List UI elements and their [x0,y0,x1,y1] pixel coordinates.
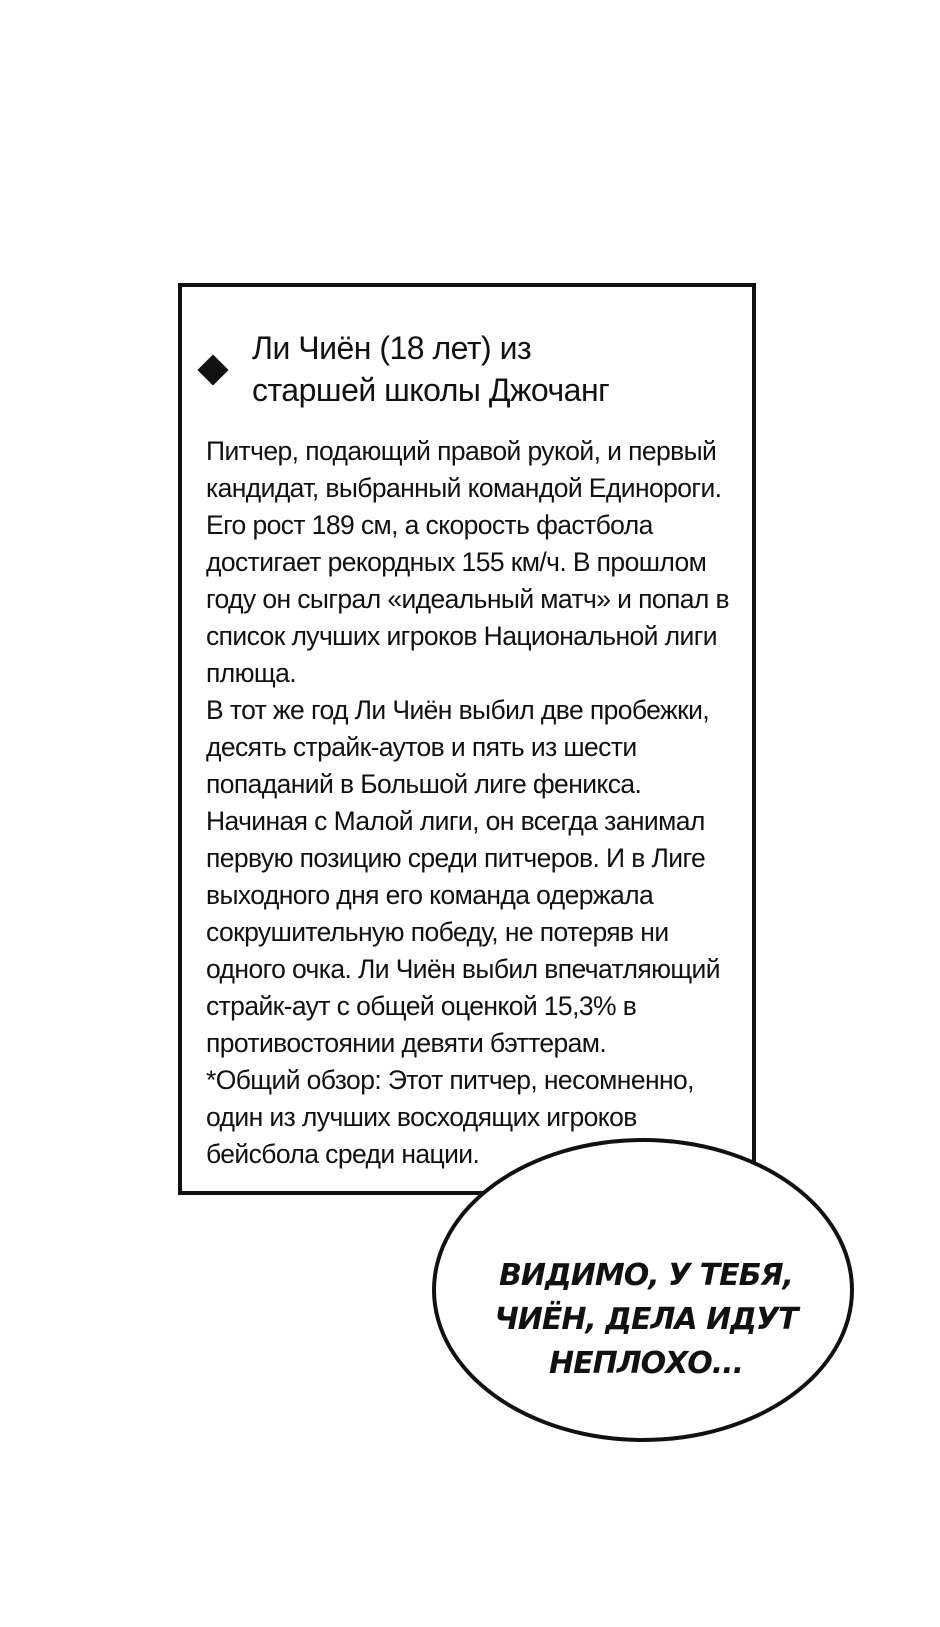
player-description: Питчер, подающий правой рукой, и первый кандидат, выбранный командой Единороги. Его рост 189 см, а скорость фастбола достигает рекордных 155 км/ч. В прошлом году он сыграл «идеальный матч» и попал в список лучших игроков Национальной лиги плюща. В тот же год Ли Чиён выбил две пробежки, десять страйк-аутов и пять из шести попаданий в Большой лиге феникса. Начиная с Малой лиги, он всегда занимал первую позицию среди питчеров. И в Лиге выходного дня его команда одержала сокрушительную победу, не потеряв ни одного очка. Ли Чиён выбил впечатляющий страйк-аут с общей оценкой 15,3% в противостоянии девяти бэттерам. *Общий обзор: Этот питчер, несомненно, один из лучших восходящих игроков бейсбола среди нации. [206,436,729,1169]
speech-bubble-text: ВИДИМО, У ТЕБЯ, ЧИЁН, ДЕЛА ИДУТ НЕПЛОХО... [494,1258,798,1381]
speech-bubble [432,1138,854,1442]
diamond-bullet-icon [197,354,228,385]
player-profile-card [178,283,756,1195]
player-name-heading: Ли Чиён (18 лет) из старшей школы Джочанг [252,330,610,408]
